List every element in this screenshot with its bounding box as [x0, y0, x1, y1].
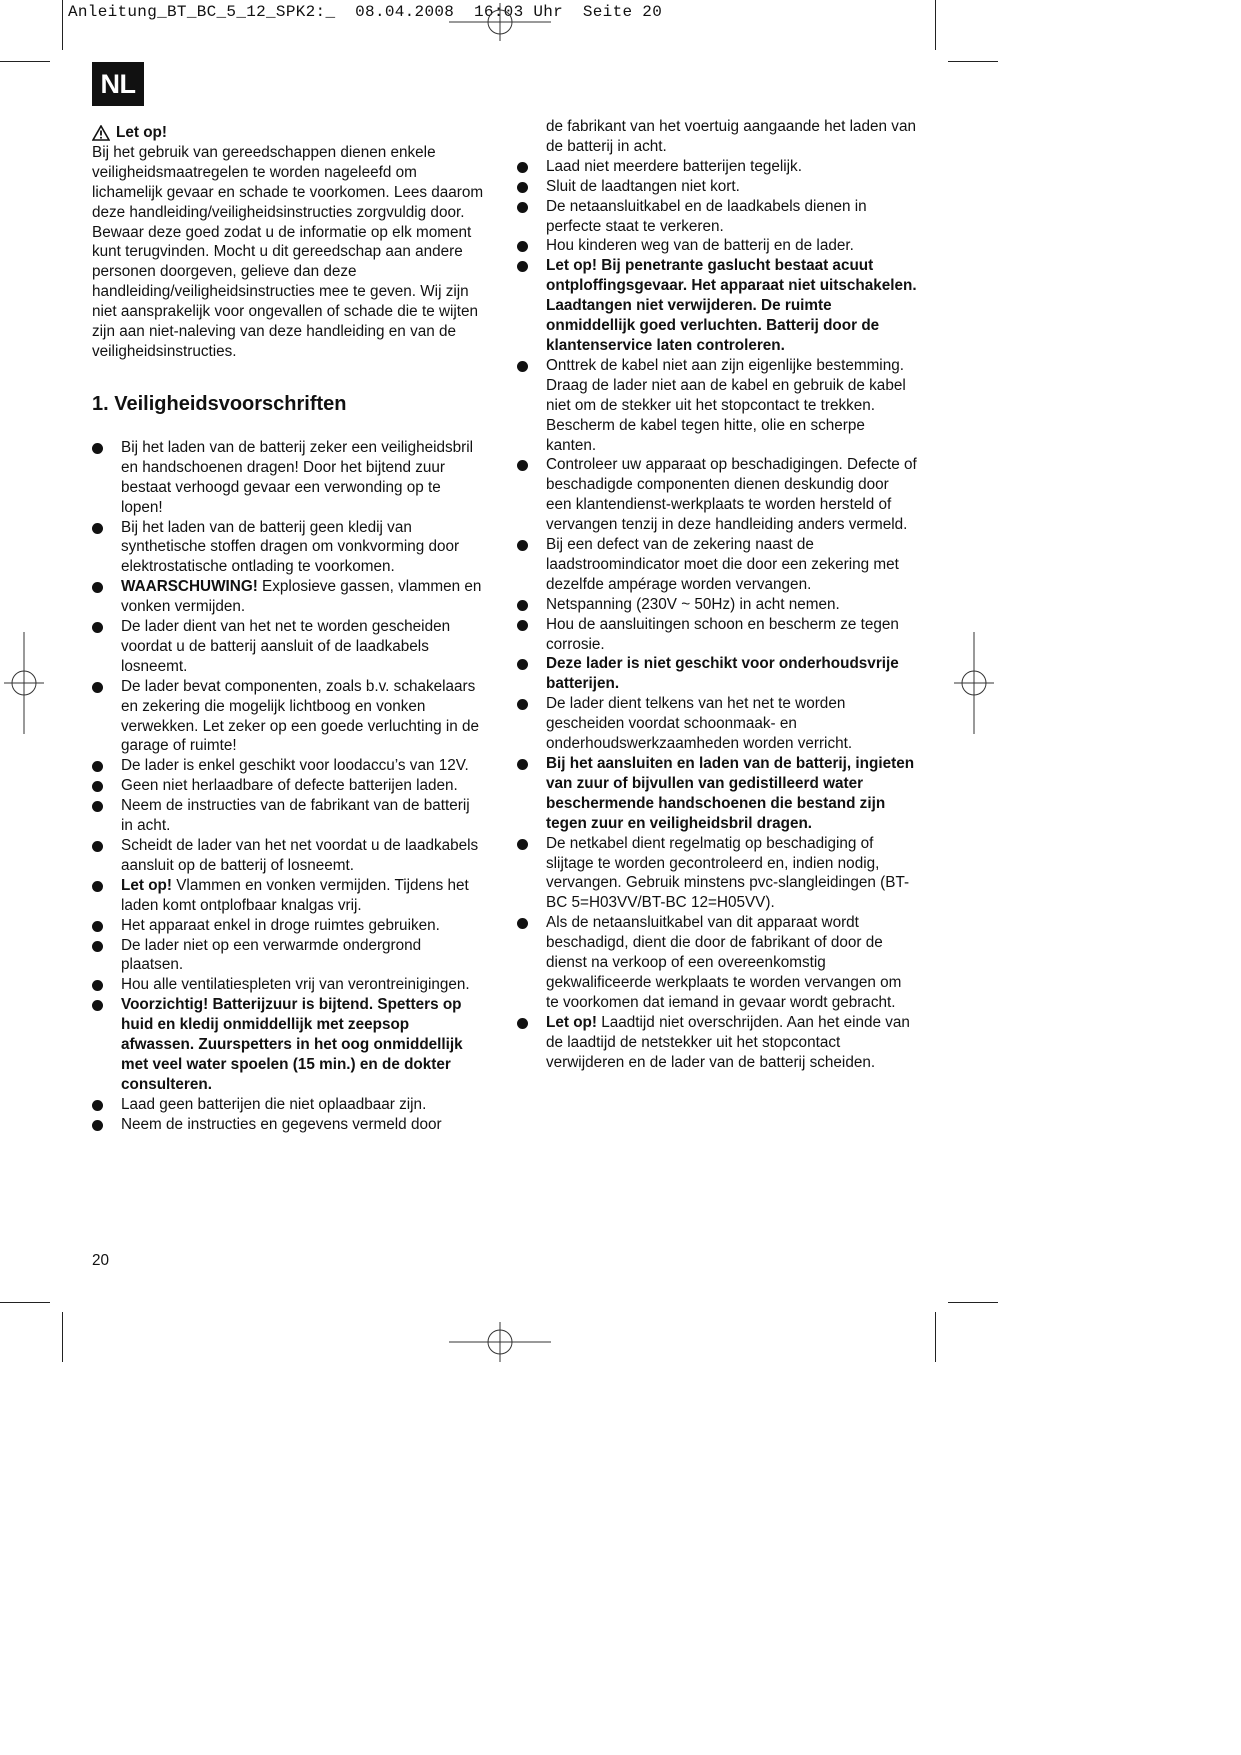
list-item: [92, 876, 484, 916]
crop-mark: [0, 1302, 50, 1303]
list-item: [517, 694, 917, 754]
list-item: [92, 438, 484, 518]
list-item: [92, 836, 484, 876]
right-column: [517, 117, 917, 1073]
bullet-icon: [517, 202, 528, 213]
list-item-text: De lader niet op een verwarmde ondergrond plaatsen.: [121, 936, 422, 974]
list-item-text: De netaansluitkabel en de laadkabels dienen in perfecte staat te verkeren.: [546, 197, 867, 235]
bullet-icon: [92, 1100, 103, 1111]
list-item-text: Controleer uw apparaat op beschadigingen. Defecte of beschadigde componenten dienen deskundig door een klantendienst-werkplaats te worden hersteld of vervangen tenzij in deze handleiding anders vermeld.: [546, 456, 917, 534]
list-item-text: De lader bevat componenten, zoals b.v. schakelaars en zekering die mogelijk lichtboog en vonken verwekken. Let zeker op een goede verluchting in de garage of ruimte!: [121, 677, 480, 755]
bullet-icon: [517, 261, 528, 272]
list-item-text: De lader dient van het net te worden gescheiden voordat u de batterij aansluit of de laadkabels losneemt.: [121, 618, 451, 675]
bullet-icon: [92, 980, 103, 991]
list-item-text: Bij het laden van de batterij geen kledij van synthetische stoffen dragen om vonkvorming door elektrostatische ontlading te voorkomen.: [121, 518, 460, 576]
list-item-text: Scheidt de lader van het net voordat u de laadkabels aansluit op de batterij of losneemt.: [121, 837, 479, 874]
crop-mark: [948, 1302, 998, 1303]
list-item-bold: Let op! Bij penetrante gaslucht bestaat acuut ontploffingsgevaar. Het apparaat niet uitschakelen. Laadtangen niet verwijderen. De ruimte onmiddellijk goed verluchten. Batterij door de klantenservice laten controleren.: [546, 257, 917, 354]
bullet-icon: [517, 620, 528, 631]
list-item: [92, 577, 484, 617]
list-item-text: Bij het laden van de batterij zeker een veiligheidsbril en handschoenen dragen! Door het bijtend zuur bestaat verhoogd gevaar een verwonding op te lopen!: [121, 438, 474, 516]
bullet-icon: [92, 841, 103, 852]
bullet-icon: [517, 540, 528, 551]
list-item: [517, 535, 917, 595]
list-item-bold: Deze lader is niet geschikt voor onderhoudsvrije batterijen.: [546, 655, 899, 693]
list-item-text: Het apparaat enkel in droge ruimtes gebruiken.: [121, 916, 440, 934]
bullet-icon: [517, 839, 528, 850]
list-item-text: Bij een defect van de zekering naast de laadstroomindicator moet die door een zekering met dezelfde ampérage worden vervangen.: [546, 536, 899, 593]
bullet-icon: [92, 1120, 103, 1131]
bullet-icon: [92, 1000, 103, 1011]
list-item-text: Onttrek de kabel niet aan zijn eigenlijke bestemming. Draag de lader niet aan de kabel en gebruik de kabel niet om de stekker uit het stopcontact te trekken. Bescherm de kabel tegen hitte, olie en scherpe kanten.: [546, 356, 906, 454]
list-item: [92, 518, 484, 578]
list-item: [517, 356, 917, 456]
list-item: [517, 1013, 917, 1073]
page-number: 20: [92, 1252, 110, 1269]
bullet-icon: [92, 881, 103, 892]
bullet-icon: [92, 921, 103, 932]
safety-list-right: [517, 157, 917, 1073]
list-item-text: Laadtijd niet overschrijden. Aan het einde van de laadtijd de netstekker uit het stopcontact verwijderen en de lader van de batterij scheiden.: [546, 1013, 910, 1071]
list-item: [517, 754, 917, 834]
list-item-text: Laad geen batterijen die niet oplaadbaar zijn.: [121, 1095, 427, 1113]
crop-mark: [948, 61, 998, 62]
list-item-bold: WAARSCHUWING!: [121, 578, 258, 596]
list-item-text: Netspanning (230V ~ 50Hz) in acht nemen.: [546, 595, 840, 613]
warning-title: Let op!: [116, 124, 167, 141]
bullet-icon: [517, 600, 528, 611]
list-item-text: Geen niet herlaadbare of defecte batterijen laden.: [121, 777, 458, 795]
list-item-text: Neem de instructies en gegevens vermeld door: [121, 1115, 442, 1133]
list-item-text: Neem de instructies van de fabrikant van de batterij in acht.: [121, 797, 470, 835]
bullet-icon: [92, 523, 103, 534]
list-item: [517, 157, 917, 177]
crop-mark: [935, 1312, 936, 1362]
list-item-text: Als de netaansluitkabel van dit apparaat wordt beschadigd, dient die door de fabrikant of door de dienst na verkoop of een overeenkomstig gekwalificeerde werkplaats te worden vervangen om te voorkomen dat iemand in gevaar wordt gebracht.: [546, 914, 902, 1011]
list-item: [92, 617, 484, 677]
bullet-icon: [517, 162, 528, 173]
list-item-bold: Voorzichtig! Batterijzuur is bijtend. Spetters op huid en kledij onmiddellijk met zeepsop afwassen. Zuurspetters in het oog onmiddellijk met veel water spoelen (15 min.) en de dokter consulteren.: [121, 996, 463, 1093]
bullet-icon: [517, 361, 528, 372]
list-item-text: Sluit de laadtangen niet kort.: [546, 177, 740, 195]
list-item-bold: Let op!: [121, 876, 172, 894]
registration-mark-top: [449, 3, 551, 41]
list-item: [517, 256, 917, 356]
list-item: [92, 1095, 484, 1115]
list-item-text: Hou kinderen weg van de batterij en de lader.: [546, 237, 854, 255]
list-item: [517, 236, 917, 256]
left-column: [92, 123, 484, 1135]
list-item: [92, 995, 484, 1095]
continued-text: de fabrikant van het voertuig aangaande het laden van de batterij in acht.: [546, 118, 916, 155]
list-item: [92, 677, 484, 757]
bullet-icon: [517, 918, 528, 929]
warning-triangle-icon: [92, 125, 110, 141]
bullet-icon: [517, 182, 528, 193]
crop-mark: [935, 0, 936, 50]
warning-body: Bij het gebruik van gereedschappen dienen enkele veiligheidsmaatregelen te worden nageleefd om lichamelijk gevaar en schade te voorkomen. Lees daarom deze handleiding/veiligheidsinstructies zorgvuldig door. Bewaar deze goed zodat u de informatie op elk moment kunt terugvinden. Mocht u dit gereedschap aan andere personen doorgeven, gelieve dan deze handleiding/veiligheidsinstructies mee te geven. Wij zijn niet aansprakelijk voor ongevallen of schade die te wijten zijn aan niet-naleving van deze handleiding en van de veiligheidsinstructies.: [92, 143, 484, 360]
warning-heading: [92, 123, 484, 143]
bullet-icon: [92, 682, 103, 693]
list-item-text: Hou alle ventilatiespleten vrij van verontreinigingen.: [121, 976, 470, 994]
crop-mark: [62, 1312, 63, 1362]
safety-list-left: [92, 438, 484, 1135]
list-item-text: Explosieve gassen, vlammen en vonken vermijden.: [121, 578, 482, 616]
list-item: [92, 796, 484, 836]
bullet-icon: [92, 761, 103, 772]
bullet-icon: [92, 622, 103, 633]
list-item-text: De lader is enkel geschikt voor loodaccu’s van 12V.: [121, 757, 469, 775]
list-item-text: Laad niet meerdere batterijen tegelijk.: [546, 157, 802, 175]
list-item: [517, 455, 917, 535]
bullet-icon: [517, 759, 528, 770]
list-item: [92, 1115, 484, 1135]
list-item: [517, 177, 917, 197]
section-title: 1. Veiligheidsvoorschriften: [92, 392, 347, 415]
list-item: [92, 776, 484, 796]
bullet-icon: [92, 781, 103, 792]
list-item: [517, 197, 917, 237]
registration-mark-left: [4, 632, 44, 734]
bullet-icon: [517, 659, 528, 670]
list-item: [517, 654, 917, 694]
list-item: [92, 916, 484, 936]
crop-mark: [0, 61, 50, 62]
list-item: [517, 595, 917, 615]
list-item-text: De lader dient telkens van het net te worden gescheiden voordat schoonmaak- en onderhoudswerkzaamheden worden verricht.: [546, 695, 853, 753]
bullet-icon: [92, 443, 103, 454]
list-item: [517, 834, 917, 914]
bullet-icon: [517, 241, 528, 252]
registration-mark-right: [954, 632, 994, 734]
language-tab: NL: [92, 62, 144, 106]
list-item-text: Vlammen en vonken vermijden. Tijdens het laden komt ontplofbaar knalgas vrij.: [121, 876, 469, 914]
bullet-icon: [92, 941, 103, 952]
list-item-bold: Bij het aansluiten en laden van de batterij, ingieten van zuur of bijvullen van gedistilleerd water beschermende handschoenen die bestand zijn tegen zuur en veiligheidsbril dragen.: [546, 755, 915, 832]
bullet-icon: [517, 699, 528, 710]
list-item-bold: Let op!: [546, 1013, 597, 1031]
list-item: [92, 756, 484, 776]
bullet-icon: [517, 1018, 528, 1029]
print-header: Anleitung_BT_BC_5_12_SPK2:_ 08.04.2008 16:03 Uhr Seite 20: [68, 3, 663, 21]
list-item: [517, 913, 917, 1013]
list-item-text: De netkabel dient regelmatig op beschadiging of slijtage te worden gecontroleerd en, indien nodig, vervangen. Gebruik minstens pvc-slangleidingen (BT-BC 5=H03VV/BT-BC 12=H05VV).: [546, 834, 910, 912]
registration-mark-bottom: [449, 1322, 551, 1362]
bullet-icon: [517, 460, 528, 471]
list-item-text: Hou de aansluitingen schoon en bescherm ze tegen corrosie.: [546, 615, 899, 653]
list-item: [517, 615, 917, 655]
list-item: [92, 975, 484, 995]
bullet-icon: [92, 582, 103, 593]
crop-mark: [62, 0, 63, 50]
bullet-icon: [92, 801, 103, 812]
list-item: [92, 936, 484, 976]
